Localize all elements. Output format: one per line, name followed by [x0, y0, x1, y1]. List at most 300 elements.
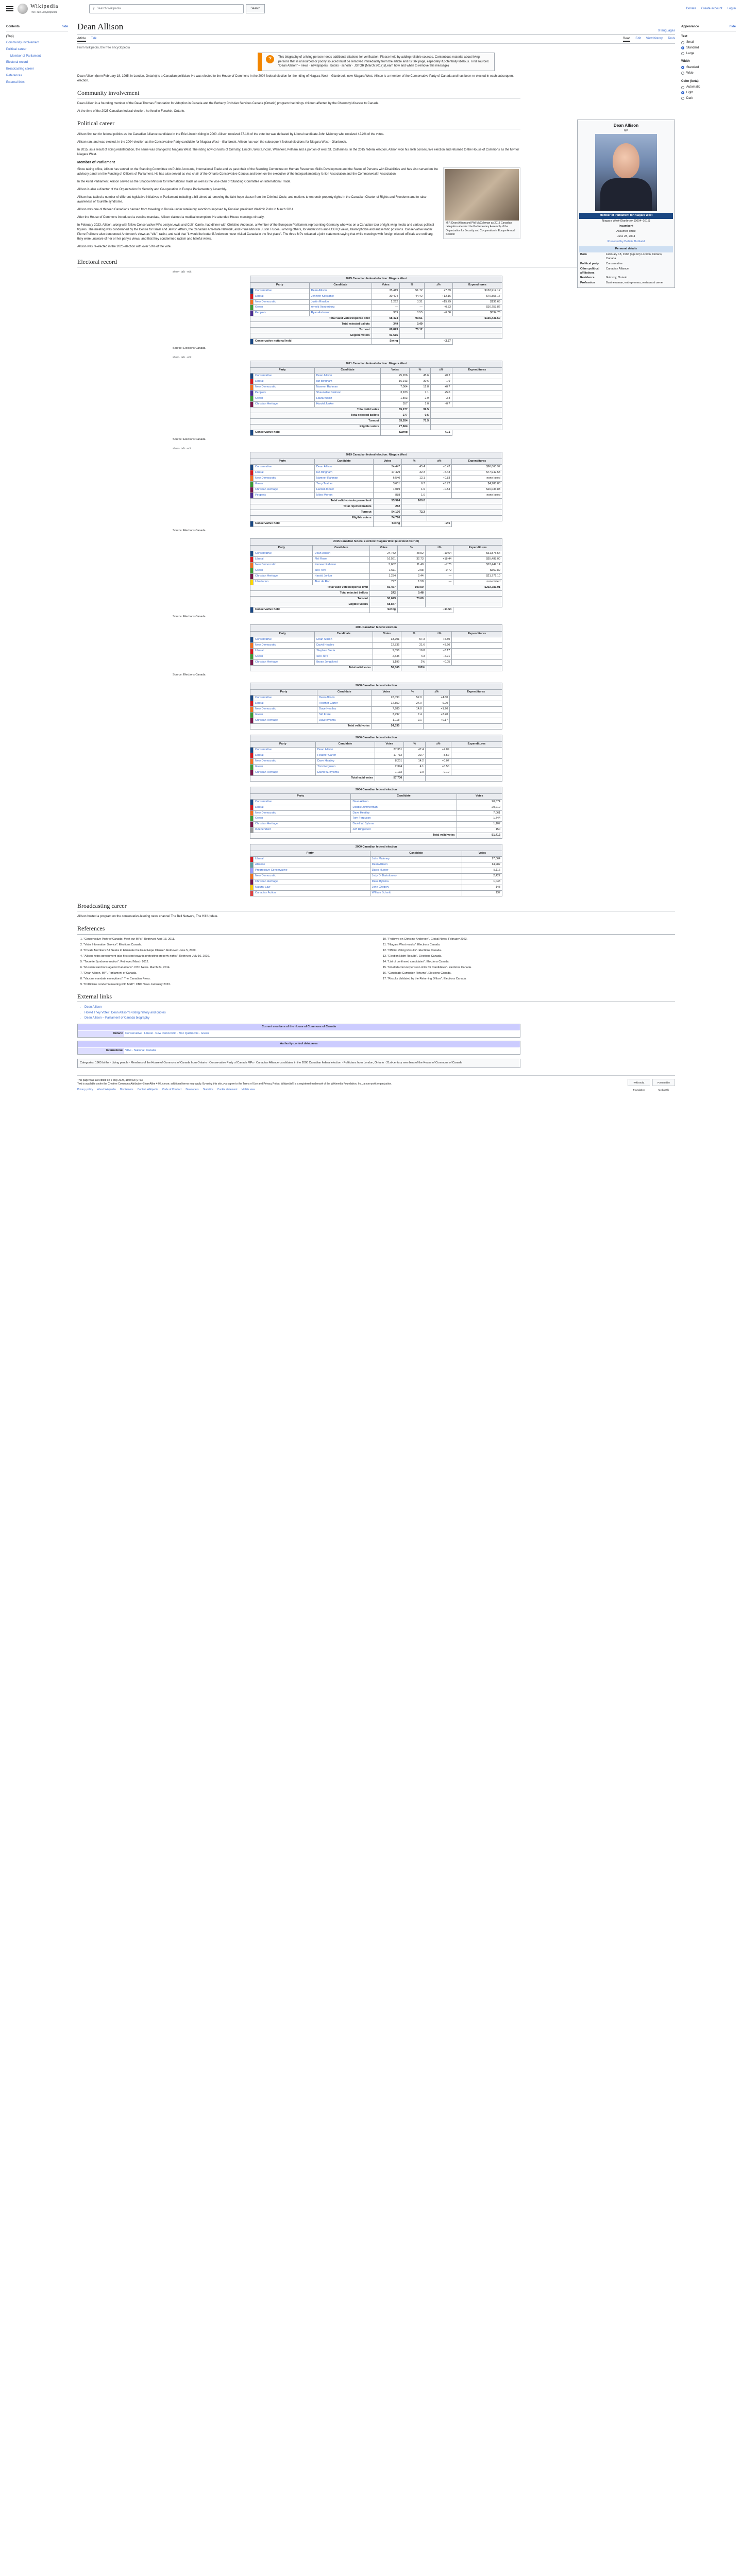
chg-cell: −15.79	[424, 299, 452, 305]
party-cell[interactable]: Liberal	[254, 857, 370, 862]
radio-label: Small	[686, 41, 695, 44]
party-cell[interactable]: New Democratic	[254, 476, 315, 482]
infobox-name: Dean Allison	[613, 123, 639, 128]
chg-cell: −3.8	[431, 396, 452, 402]
infobox-value: Conservative	[606, 262, 623, 265]
party-cell[interactable]: People's	[254, 391, 315, 396]
navbox-list[interactable]: Conservative · Liberal · New Democratic · Bloc Québécois · Green	[125, 1032, 209, 1035]
party-cell[interactable]: Conservative	[254, 637, 315, 643]
total-label: Total valid votes	[250, 833, 457, 839]
party-cell[interactable]: Green	[254, 305, 310, 311]
party-cell[interactable]: Conservative	[254, 374, 315, 379]
column-header: %	[409, 368, 430, 374]
radio-option-automatic[interactable]	[681, 84, 736, 90]
party-cell[interactable]: New Democratic	[254, 810, 351, 816]
party-cell[interactable]: Green	[254, 482, 315, 487]
party-cell[interactable]: People's	[254, 311, 310, 316]
table-edit-links[interactable]: show · talk · edit	[173, 270, 192, 274]
total-exp	[424, 322, 502, 328]
votes-cell: 1,234	[370, 573, 398, 579]
cand-cell[interactable]: John Gregory	[370, 885, 462, 891]
radio-option-standard[interactable]	[681, 45, 736, 51]
column-header: Candidate	[313, 545, 370, 551]
party-cell[interactable]: New Democratic	[254, 707, 317, 713]
cand-cell[interactable]: Ryan Anderson	[309, 311, 372, 316]
party-cell[interactable]: New Democratic	[254, 758, 316, 764]
table-source[interactable]: Source: Elections Canada	[173, 347, 206, 350]
votes-cell: 6,540	[373, 476, 402, 482]
party-cell[interactable]: Green	[254, 654, 315, 660]
reference-item[interactable]: 14. "List of confirmed candidates". Elections Canada.	[387, 960, 675, 964]
column-header: Votes	[375, 741, 403, 747]
table-row	[250, 562, 502, 568]
cand-cell[interactable]: Bryan Jongbloed	[315, 660, 373, 666]
reference-item[interactable]: 5. "Tourette Syndrome motion". Retrieved March 2012.	[83, 960, 371, 964]
total-votes: 252	[373, 504, 402, 510]
total-exp	[424, 328, 502, 333]
footer-link[interactable]: Cookie statement	[217, 1088, 238, 1092]
party-cell[interactable]: Conservative	[254, 799, 351, 805]
external-link[interactable]: • Dean Allison – Parliament of Canada biography	[85, 1016, 675, 1021]
cand-cell[interactable]: Dean Allison	[317, 696, 372, 701]
language-button[interactable]: 9 languages	[658, 29, 675, 32]
assumed-date: June 28, 2004	[617, 234, 635, 238]
party-cell[interactable]: Libertarian	[254, 579, 313, 585]
party-cell[interactable]: Christian Heritage	[254, 879, 370, 885]
cand-cell[interactable]: Harold Jonker	[314, 487, 373, 493]
cand-cell[interactable]: David W. Bylsma	[315, 770, 375, 775]
votes-cell: 9,856	[373, 649, 401, 654]
cand-cell[interactable]: Shaunalee Derkson	[314, 391, 381, 396]
chg-cell: −8.52	[426, 753, 451, 758]
infobox-value: Grimsby, Ontario	[606, 276, 628, 280]
chg-cell: −0.05	[427, 660, 452, 666]
cand-cell[interactable]: Sid Frere	[317, 712, 372, 718]
search-input[interactable]	[89, 4, 244, 13]
total-row	[250, 333, 502, 339]
party-cell[interactable]: Christian Heritage	[254, 487, 315, 493]
cand-cell[interactable]: Dave Bylsma	[317, 718, 372, 723]
party-cell[interactable]: Liberal	[254, 701, 317, 707]
votes-cell: 1,132	[375, 770, 403, 775]
party-cell[interactable]: Liberal	[254, 470, 315, 476]
party-cell[interactable]: Green	[254, 816, 351, 822]
tab-tools[interactable]: Tools	[667, 37, 675, 40]
table-row	[250, 827, 502, 833]
radio-label: Large	[686, 52, 695, 55]
cand-cell[interactable]: Jennifer Korstanje	[309, 294, 372, 299]
exp-cell	[452, 660, 502, 666]
footer-link[interactable]: Disclaimers	[120, 1088, 133, 1092]
party-cell[interactable]: Conservative	[254, 288, 310, 294]
votes-cell: 7,064	[381, 385, 409, 391]
reference-item[interactable]: 7. "Dean Allison, MP". Parliament of Canada.	[83, 972, 371, 976]
radio-button[interactable]	[681, 97, 684, 100]
party-cell[interactable]: Christian Heritage	[254, 660, 315, 666]
navbox-title[interactable]: Authority control databases	[78, 1041, 520, 1047]
navbox-title[interactable]: Current members of the House of Commons of Canada	[78, 1024, 520, 1030]
toc-item[interactable]: Broadcasting career	[6, 67, 34, 71]
total-label: Eligible voters	[250, 602, 370, 607]
party-cell[interactable]: Conservative	[254, 551, 313, 556]
reference-item[interactable]: 3. "Private Members Bill Seeks to Eliminate the Faint Hope Clause". Retrieved June 5, 2009.	[83, 949, 371, 953]
reference-item[interactable]: 10. "Poilievre on Christine Anderson". Global News. February 2023.	[387, 938, 675, 942]
pct-cell: 4.1	[404, 764, 426, 770]
table-source[interactable]: Source: Elections Canada	[173, 673, 206, 677]
paragraph: Allison has tabled a number of different legislative initiatives in Parliament including a bill aimed at removing the faint hope clause from the Criminal Code, and motions to entrench property rights in the Canadian Charter of Rights and Freedoms and to raise awareness of Tourette syndrome.	[77, 196, 427, 204]
cand-cell[interactable]: Dean Allison	[370, 862, 462, 868]
total-votes: 53,924	[373, 499, 402, 504]
header-link-log-in[interactable]: Log in	[727, 7, 736, 10]
cand-cell[interactable]: Dave Heatley	[315, 758, 375, 764]
cand-cell[interactable]: Dean Allison	[351, 799, 457, 805]
radio-label: Automatic	[686, 86, 700, 89]
cand-cell[interactable]: Dean Allison	[309, 288, 372, 294]
reference-item[interactable]: 15. "Final Election Expenses Limits for Candidates". Elections Canada.	[387, 966, 675, 970]
election-caption: 2021 Canadian federal election: Niagara West	[250, 361, 502, 367]
toc-item[interactable]: Political career	[6, 48, 27, 52]
cand-cell[interactable]: Heather Carter	[317, 701, 372, 707]
votes-cell: 5,602	[370, 562, 398, 568]
reference-item[interactable]: 17. "Results Validated by the Returning Officer". Elections Canada.	[387, 977, 675, 981]
cand-cell[interactable]: Heather Carter	[315, 753, 375, 758]
header-link-create-account[interactable]: Create account	[701, 7, 722, 10]
chg-cell: −9.20	[424, 701, 450, 707]
external-link[interactable]: • Dean Allison	[85, 1005, 675, 1010]
chg-cell: +12.16	[424, 294, 452, 299]
reference-item[interactable]: 11. "Niagara West results". Elections Canada.	[387, 943, 675, 947]
search-icon: ⚲	[92, 7, 95, 10]
table-row	[250, 805, 502, 810]
total-row	[250, 413, 502, 419]
cand-cell[interactable]: Dave Heatley	[351, 810, 457, 816]
party-cell[interactable]: Liberal	[254, 805, 351, 810]
reference-item[interactable]: 9. "Politicians condemn meeting with MEP". CBC News. February 2023.	[83, 983, 371, 987]
party-cell[interactable]: Liberal	[254, 649, 315, 654]
votes-cell: 25,206	[381, 374, 409, 379]
radio-option-light[interactable]	[681, 90, 736, 96]
exp-cell	[450, 701, 502, 707]
tab-talk[interactable]: Talk	[91, 37, 97, 40]
table-row	[250, 311, 502, 316]
reference-item[interactable]: 2. "Voter Information Service". Elections Canada.	[83, 943, 371, 947]
radio-option-standard[interactable]	[681, 65, 736, 71]
heading-mp: Member of Parliament	[77, 160, 115, 164]
table-row	[250, 885, 502, 891]
party-cell[interactable]: Liberal	[254, 556, 313, 562]
table-source[interactable]: Source: Elections Canada	[173, 529, 206, 532]
radio-button[interactable]	[681, 72, 684, 75]
footer-link[interactable]: Code of Conduct	[162, 1088, 182, 1092]
cand-cell[interactable]: Sid Frere	[315, 654, 373, 660]
toc-item[interactable]: Member of Parliament	[10, 54, 41, 58]
tab-view-history[interactable]: View history	[646, 37, 663, 40]
total-label: Turnout	[250, 328, 372, 333]
total-row	[250, 316, 502, 322]
reference-item[interactable]: 4. "Allison helps government take first step towards protecting property rights". Retrieved July 10, 2010.	[83, 955, 371, 959]
category-links[interactable]: Categories: 1965 births · Living people · Members of the House of Commons of Canada from Ontario · Conservative Party of Canada MPs · Canadian Alliance candidates in the 2000 Canadian federal election · Politicians from London, Ontario · 21st-century members of the House of Commons of Canada	[77, 1059, 520, 1068]
cand-cell[interactable]: Harold Jonker	[313, 573, 370, 579]
table-row	[250, 374, 502, 379]
table-edit-links[interactable]: show · talk · edit	[173, 447, 192, 451]
votes-cell: 1,593	[381, 396, 409, 402]
cand-cell[interactable]: Ian Bingham	[314, 379, 381, 385]
party-cell[interactable]: Green	[254, 764, 316, 770]
election-caption: 2008 Canadian federal election	[250, 683, 502, 689]
radio-option-dark[interactable]	[681, 96, 736, 101]
total-row	[250, 515, 502, 521]
party-cell[interactable]: Christian Heritage	[254, 573, 313, 579]
party-cell[interactable]: Christian Heritage	[254, 718, 317, 723]
radio-option-small[interactable]	[681, 40, 736, 45]
party-cell[interactable]: Independent	[254, 827, 351, 833]
cand-cell[interactable]: David Heatley	[315, 643, 373, 649]
cand-cell[interactable]: Dean Allison	[314, 465, 373, 470]
cand-cell[interactable]: Dean Allison	[314, 374, 381, 379]
appearance-hide-button[interactable]: hide	[729, 25, 736, 28]
header-link-donate[interactable]: Donate	[686, 7, 696, 10]
exp-cell: $834.73	[452, 311, 502, 316]
cand-cell[interactable]: John Maloney	[370, 857, 462, 862]
tab-edit[interactable]: Edit	[635, 37, 641, 40]
cand-cell[interactable]: Stephen Bieda	[315, 649, 373, 654]
swing-label: Swing	[370, 607, 398, 613]
table-row	[250, 568, 502, 573]
pct-cell: 51.72	[400, 288, 425, 294]
party-cell[interactable]: Canadian Action	[254, 891, 370, 896]
party-cell[interactable]: New Democratic	[254, 874, 370, 879]
total-votes: 74,790	[373, 515, 402, 521]
footer-badge[interactable]: Powered by MediaWiki	[652, 1079, 675, 1086]
preceded-by[interactable]: Preceded by Debbie Dubbeld	[608, 240, 645, 243]
exp-cell: $12,449.14	[453, 562, 502, 568]
cand-cell[interactable]: Sid Frere	[313, 568, 370, 573]
party-cell[interactable]: Green	[254, 396, 315, 402]
external-link[interactable]: • How'd They Vote?: Dean Allison's voting history and quotes	[85, 1011, 675, 1015]
party-cell[interactable]: New Democratic	[254, 385, 315, 391]
party-cell[interactable]: Christian Heritage	[254, 822, 351, 827]
reference-item[interactable]: 16. "Candidate Campaign Returns". Elections Canada.	[387, 972, 675, 976]
party-cell[interactable]: New Democratic	[254, 643, 315, 649]
footer-badge[interactable]: Wikimedia Foundation	[628, 1079, 650, 1086]
cand-cell[interactable]: Ian Bingham	[314, 470, 373, 476]
radio-option-wide[interactable]	[681, 71, 736, 76]
party-cell[interactable]: Liberal	[254, 753, 316, 758]
table-edit-links[interactable]: show · talk · edit	[173, 356, 192, 360]
party-cell[interactable]: Liberal	[254, 294, 310, 299]
exp-cell: $61,875.54	[453, 551, 502, 556]
footer-link[interactable]: Mobile view	[241, 1088, 255, 1092]
table-row	[250, 288, 502, 294]
toc-item[interactable]: References	[6, 74, 22, 77]
table-of-contents	[6, 25, 68, 86]
table-source[interactable]: Source: Elections Canada	[173, 438, 206, 442]
cand-cell[interactable]: Justin Rinaldo	[309, 299, 372, 305]
tagline-from: From Wikipedia, the free encyclopedia	[77, 46, 130, 50]
toc-item[interactable]: (Top)	[6, 35, 14, 38]
party-cell[interactable]: Natural Law	[254, 885, 370, 891]
table-row	[250, 701, 502, 707]
total-pct	[409, 425, 430, 430]
party-cell[interactable]: People's	[254, 493, 315, 499]
toc-item[interactable]: Electoral record	[6, 61, 28, 64]
navbox-list[interactable]: VIAF · National: Canada	[125, 1048, 156, 1052]
cand-cell[interactable]: Dean Allison	[315, 747, 375, 753]
tab-article[interactable]: Article	[77, 37, 86, 42]
party-cell[interactable]: Conservative	[254, 465, 315, 470]
total-exp: $202,783.01	[425, 585, 502, 590]
party-cell[interactable]: Conservative	[254, 747, 316, 753]
user-links	[686, 7, 736, 11]
party-cell[interactable]: Progressive Conservative	[254, 868, 370, 874]
column-header: Votes	[370, 545, 398, 551]
cand-cell[interactable]: William Schmitt	[370, 891, 462, 896]
total-exp	[427, 510, 502, 515]
wikipedia-logo[interactable]	[18, 3, 58, 14]
party-cell[interactable]: Christian Heritage	[254, 402, 315, 408]
footer-link[interactable]: About Wikipedia	[97, 1088, 116, 1092]
toc-hide-button[interactable]: hide	[61, 25, 68, 28]
exp-cell	[452, 379, 502, 385]
radio-button[interactable]	[681, 91, 684, 94]
chg-cell: −2.91	[427, 654, 452, 660]
cand-cell[interactable]: Nameer Rahman	[313, 562, 370, 568]
reference-item[interactable]: 1. "Conservative Party of Canada: Meet our MPs". Retrieved April 13, 2011.	[83, 938, 371, 942]
column-header: Candidate	[314, 459, 373, 465]
cand-cell[interactable]: Arnold Vanderborg	[309, 305, 372, 311]
delegation-photo[interactable]	[443, 167, 520, 239]
cand-cell[interactable]: Tom Ferguson	[351, 816, 457, 822]
cand-cell[interactable]: Harold Jonker	[314, 402, 381, 408]
total-pct: 0.48	[398, 590, 426, 596]
cand-cell[interactable]: Dean Allison	[315, 637, 373, 643]
toc-item[interactable]: Community involvement	[6, 41, 40, 45]
table-row	[250, 482, 502, 487]
radio-option-large[interactable]	[681, 51, 736, 57]
cand-cell[interactable]: Jody Di Bartolomeo	[370, 874, 462, 879]
cand-cell[interactable]: David W. Bylsma	[351, 822, 457, 827]
tab-read[interactable]: Read	[623, 37, 630, 42]
footer-link[interactable]: Developers	[185, 1088, 199, 1092]
column-header: Expenditures	[452, 282, 502, 288]
radio-button[interactable]	[681, 46, 684, 49]
cand-cell[interactable]: Alan de Roo	[313, 579, 370, 585]
chg-cell: −0.7	[431, 402, 452, 408]
cand-cell[interactable]: Nameer Rahman	[314, 476, 373, 482]
party-cell[interactable]: Liberal	[254, 379, 315, 385]
table-source[interactable]: Source: Elections Canada	[173, 615, 206, 619]
cand-cell[interactable]: Debbie Zimmerman	[351, 805, 457, 810]
cand-cell[interactable]: Miles Morton	[314, 493, 373, 499]
main-menu-icon[interactable]	[6, 6, 13, 11]
chg-cell: +18.44	[425, 556, 453, 562]
reference-item[interactable]: 12. "Official Voting Results". Elections Canada.	[387, 949, 675, 953]
column-header: Party	[250, 459, 315, 465]
total-label: Total rejected ballots	[250, 413, 381, 419]
reference-list	[77, 938, 675, 987]
total-exp	[424, 333, 502, 339]
column-header: Candidate	[370, 851, 462, 857]
total-exp	[431, 408, 502, 413]
reference-item[interactable]: 13. "Election Night Results". Elections Canada.	[387, 955, 675, 959]
election-caption: 2019 Canadian federal election: Niagara West	[250, 452, 502, 459]
cand-cell[interactable]: David Hunter	[370, 868, 462, 874]
votes-cell: 7,061	[457, 810, 502, 816]
table-row	[250, 707, 502, 713]
cand-cell[interactable]: Dave Heatley	[317, 707, 372, 713]
cand-cell[interactable]: Jeff Ringwood	[351, 827, 457, 833]
reference-item[interactable]: 8. "Vaccine mandate exemptions". The Canadian Press.	[83, 977, 371, 981]
cand-cell[interactable]: Phil Rose	[313, 556, 370, 562]
paragraph: At the time of the 2025 Canadian federal election, he lived in Fenwick, Ontario.	[77, 110, 185, 113]
party-cell[interactable]: Conservative	[254, 696, 317, 701]
election-caption: 2006 Canadian federal election	[250, 735, 502, 741]
delegation-image[interactable]	[445, 169, 519, 221]
cand-cell[interactable]: Dave Bylsma	[370, 879, 462, 885]
reference-item[interactable]: 6. "Russian sanctions against Canadians". CBC News. March 24, 2014.	[83, 966, 371, 970]
total-votes: 57,730	[375, 775, 403, 781]
radio-button[interactable]	[681, 86, 684, 89]
cand-cell[interactable]: Terry Teather	[314, 482, 373, 487]
table-row	[250, 396, 502, 402]
cand-cell[interactable]: Laura Walsh	[314, 396, 381, 402]
radio-label: Standard	[686, 66, 699, 70]
cand-cell[interactable]: Nameer Rahman	[314, 385, 381, 391]
footer-link[interactable]: Statistics	[203, 1088, 213, 1092]
votes-cell: 888	[373, 493, 402, 499]
radio-button[interactable]	[681, 52, 684, 55]
pct-cell: —	[400, 305, 425, 311]
citation-notice	[258, 53, 495, 71]
toc-item[interactable]: External links	[6, 80, 25, 84]
office-band[interactable]: Member of Parliament for Niagara West	[579, 213, 673, 219]
column-header: Candidate	[317, 690, 372, 696]
radio-button[interactable]	[681, 66, 684, 69]
exp-cell	[450, 707, 502, 713]
chg-cell: −7.75	[425, 562, 453, 568]
column-header: Expenditures	[450, 690, 502, 696]
footer-link[interactable]: Privacy policy	[77, 1088, 93, 1092]
votes-cell: 143	[462, 885, 502, 891]
column-header: Votes	[372, 282, 400, 288]
radio-label: Wide	[686, 71, 694, 75]
party-cell[interactable]: Alliance	[254, 862, 370, 868]
table-row	[250, 385, 502, 391]
total-row	[250, 602, 502, 607]
chg-cell: +0.83	[427, 476, 452, 482]
pct-cell: 30.6	[409, 379, 430, 385]
total-label: Total valid votes	[250, 666, 373, 671]
party-cell[interactable]: Green	[254, 712, 317, 718]
party-cell[interactable]: New Democratic	[254, 299, 310, 305]
party-cell[interactable]: Christian Heritage	[254, 770, 316, 775]
party-cell[interactable]: Green	[254, 568, 313, 573]
search-button[interactable]: Search	[246, 4, 265, 13]
total-votes: 51,412	[457, 833, 502, 839]
portrait-image[interactable]	[595, 134, 657, 211]
license-text: Text is available under the Creative Commons Attribution-ShareAlike 4.0 License; additional terms may apply. By using this site, you agree to the Terms of Use and Privacy Policy. Wikipedia® is a registered trademark of the Wikimedia Foundation, Inc., a non-profit organization.	[77, 1082, 392, 1086]
votes-cell: 17,712	[375, 753, 403, 758]
chg-cell: +7.09	[426, 747, 451, 753]
radio-button[interactable]	[681, 41, 684, 44]
exp-cell: $560.89	[453, 568, 502, 573]
votes-cell: 33,701	[373, 637, 401, 643]
appearance-panel	[681, 25, 736, 101]
cand-cell[interactable]: Dean Allison	[313, 551, 370, 556]
cand-cell[interactable]: Tom Ferguson	[315, 764, 375, 770]
footer-link[interactable]: Contact Wikipedia	[137, 1088, 158, 1092]
party-cell[interactable]: New Democratic	[254, 562, 313, 568]
